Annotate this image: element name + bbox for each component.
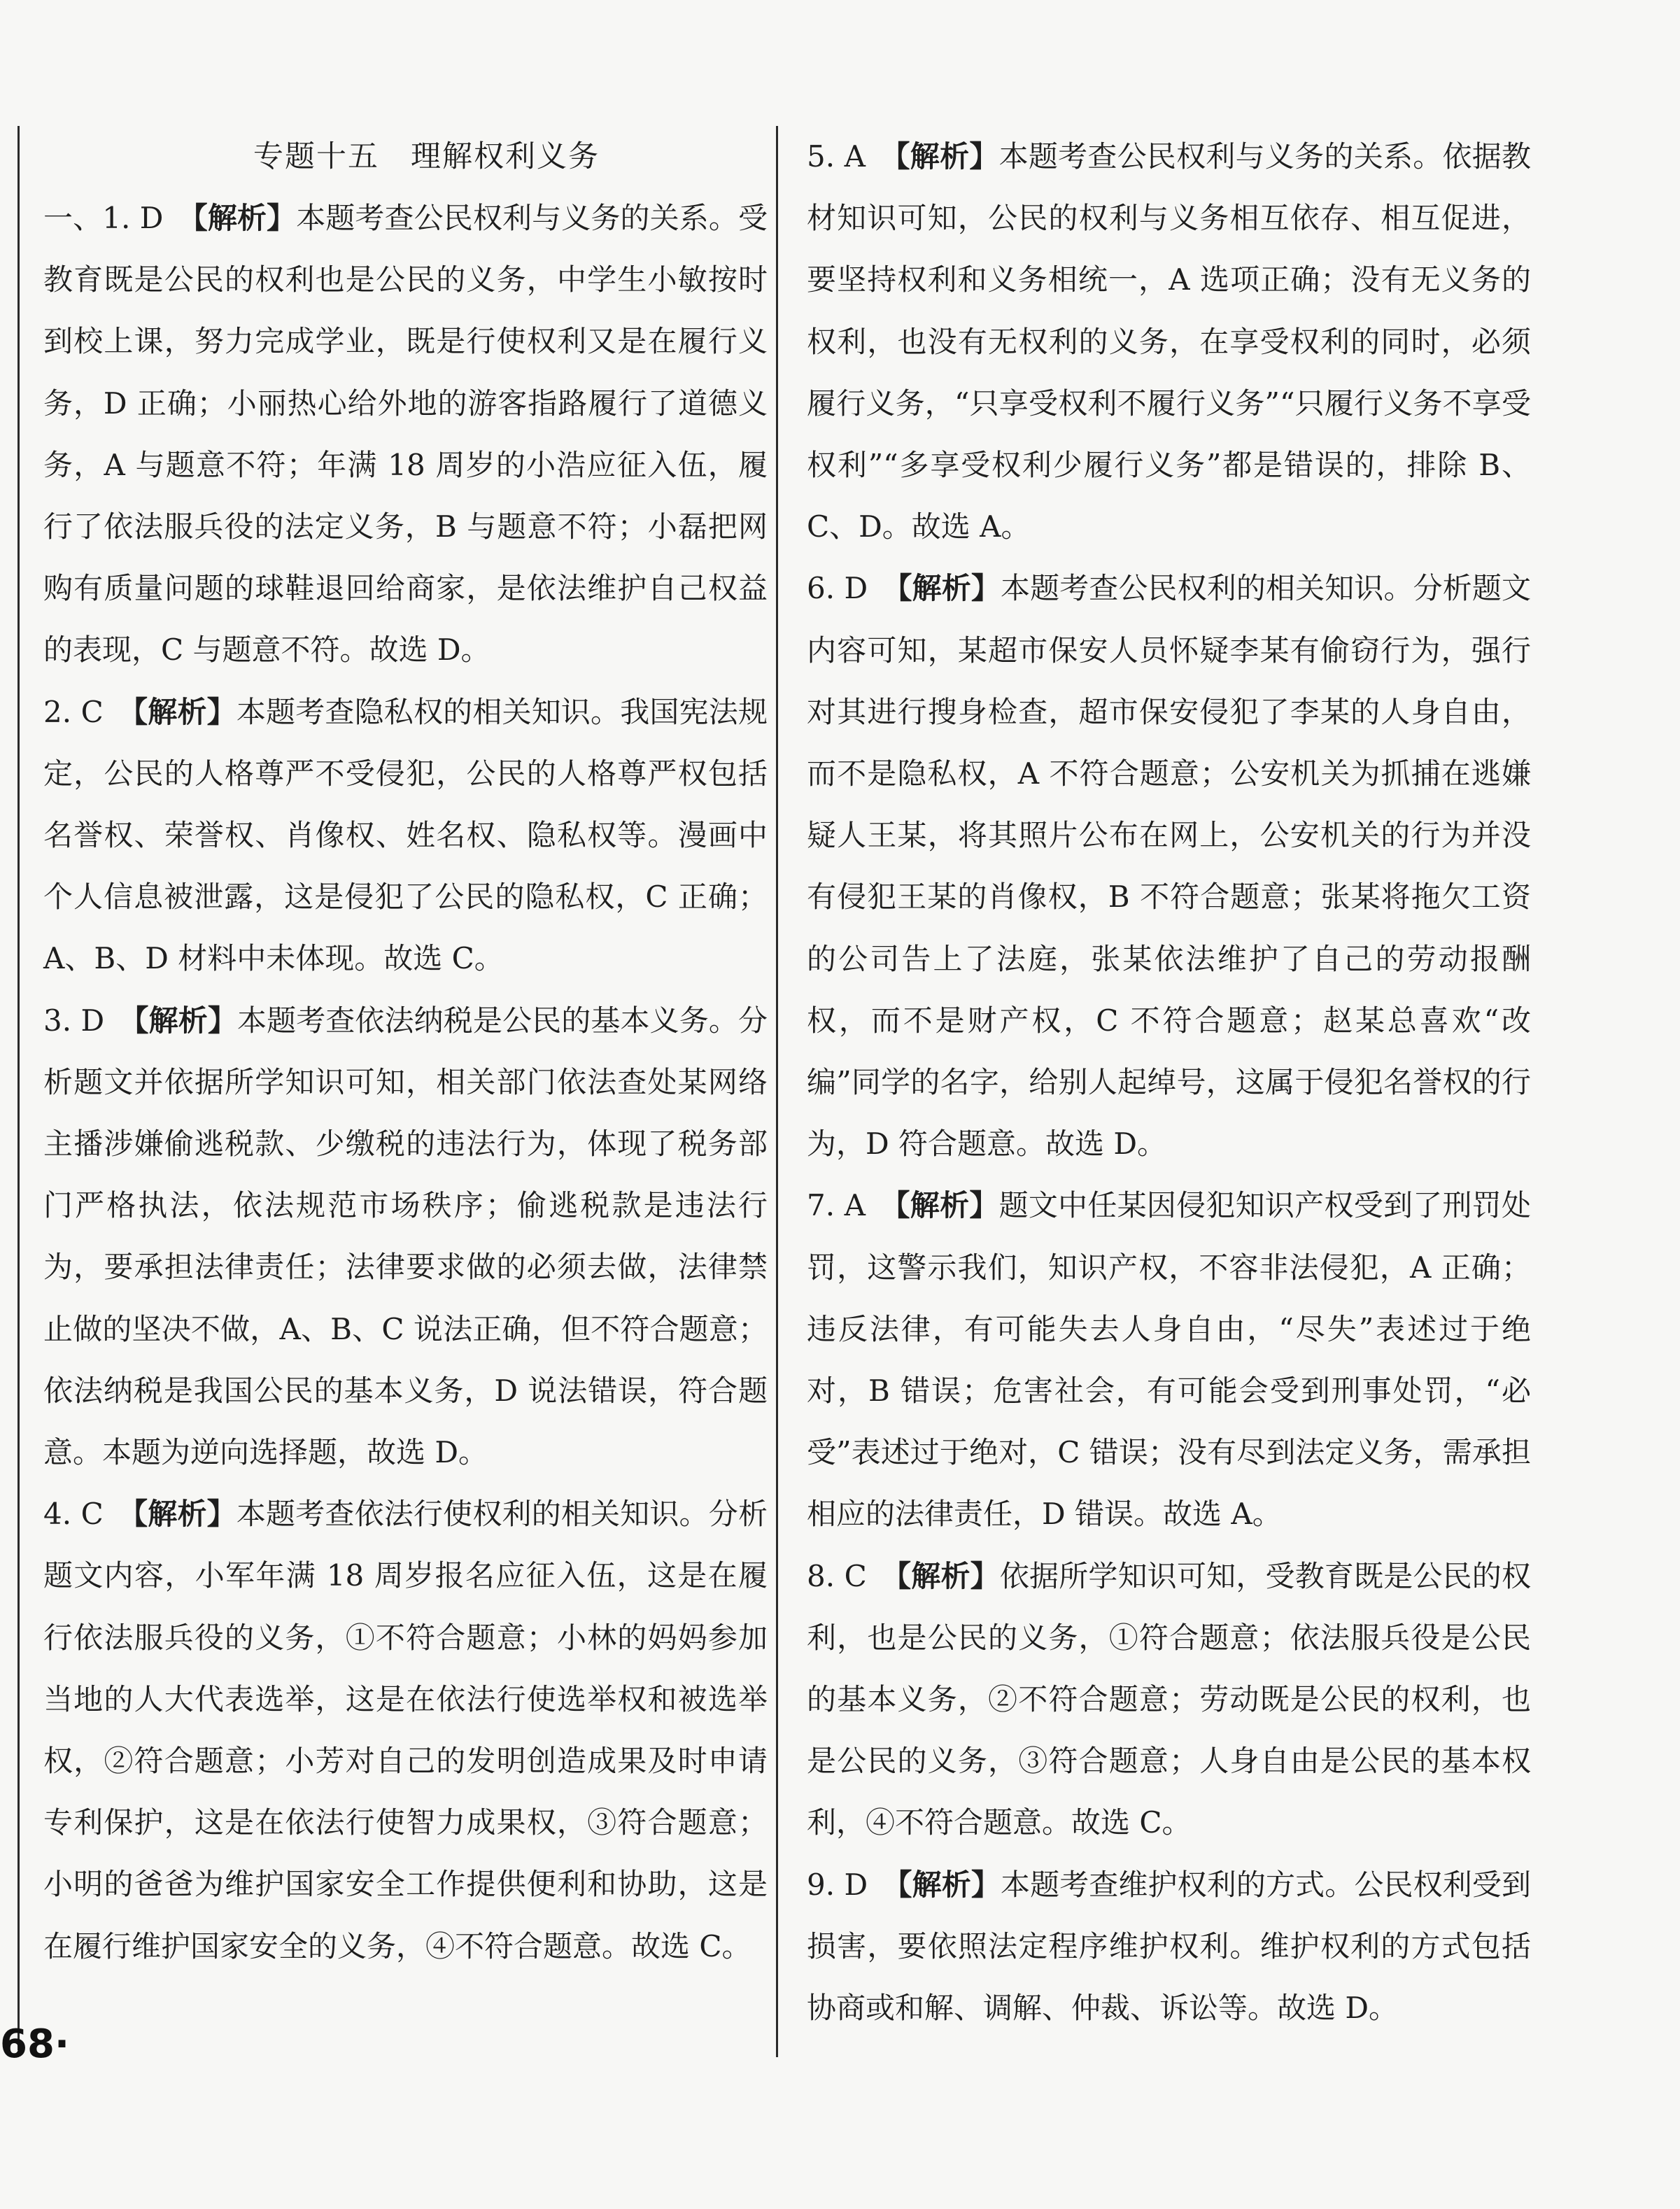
page-number: 68· bbox=[0, 2021, 70, 2067]
answer-text: 本题考查公民权利的相关知识。分析题文内容可知，某超市保安人员怀疑李某有偷窃行为，强行对其进行搜身检查，超市保安侵犯了李某的人身自由，而不是隐私权，A 不符合题意；公安机关为抓捕在逃嫌疑人王某，将其照片公布在网上，公安机关的行为并没有侵犯王某的肖像权，B 不符合题意；张某将拖欠工资的公司告上了法庭，张某依法维护了自己的劳动报酬权，而不是财产权，C 不符合题意；赵某总喜欢“改编”同学的名字，给别人起绰号，这属于侵犯名誉权的行为，D 符合题意。故选 D。 bbox=[807, 571, 1531, 1162]
analysis-tag: 【解析】 bbox=[895, 139, 999, 174]
answer-item-4 bbox=[43, 1483, 768, 1977]
answer-number: 3. D bbox=[43, 1003, 105, 1038]
answer-text: 本题考查公民权利与义务的关系。依据教材知识可知，公民的权利与义务相互依存、相互促进，要坚持权利和义务相统一，A 选项正确；没有无义务的权利，也没有无权利的义务，在享受权利的同时，必须履行义务，“只享受权利不履行义务”“只履行义务不享受权利”“多享受权利少履行义务”都是错误的，排除 B、C、D。故选 A。 bbox=[807, 139, 1531, 544]
answer-text: 依据所学知识可知，受教育既是公民的权利，也是公民的义务，①符合题意；依法服兵役是公民的基本义务，②不符合题意；劳动既是公民的权利，也是公民的义务，③符合题意；人身自由是公民的基本权利，④不符合题意。故选 C。 bbox=[807, 1558, 1531, 1840]
answer-item-2 bbox=[43, 682, 768, 990]
answer-text: 本题考查隐私权的相关知识。我国宪法规定，公民的人格尊严不受侵犯，公民的人格尊严权包括名誉权、荣誉权、肖像权、姓名权、隐私权等。漫画中个人信息被泄露，这是侵犯了公民的隐私权，C 正确；A、B、D 材料中未体现。故选 C。 bbox=[43, 694, 768, 976]
answer-item-1 bbox=[43, 188, 768, 682]
answer-number: 9. D bbox=[807, 1867, 868, 1902]
answer-item-6 bbox=[807, 558, 1531, 1175]
analysis-tag: 【解析】 bbox=[895, 1188, 999, 1223]
analysis-tag: 【解析】 bbox=[896, 1558, 1000, 1593]
answer-number: 5. A bbox=[807, 139, 866, 174]
answer-text: 本题考查公民权利与义务的关系。受教育既是公民的权利也是公民的义务，中学生小敏按时到校上课，努力完成学业，既是行使权利又是在履行义务，D 正确；小丽热心给外地的游客指路履行了道德义务，A 与题意不符；年满 18 周岁的小浩应征入伍，履行了依法服兵役的法定义务，B 与题意不符；小磊把网购有质量问题的球鞋退回给商家，是依法维护自己权益的表现，C 与题意不符。故选 D。 bbox=[43, 201, 768, 668]
answer-item-5 bbox=[807, 126, 1531, 558]
answer-text: 本题考查依法行使权利的相关知识。分析题文内容，小军年满 18 周岁报名应征入伍，这是在履行依法服兵役的义务，①不符合题意；小林的妈妈参加当地的人大代表选举，这是在依法行使选举权和被选举权，②符合题意；小芳对自己的发明创造成果及时申请专利保护，这是在依法行使智力成果权，③符合题意；小明的爸爸为维护国家安全工作提供便利和协助，这是在履行维护国家安全的义务，④不符合题意。故选 C。 bbox=[43, 1497, 768, 1963]
answer-number: 7. A bbox=[807, 1188, 866, 1223]
column-divider bbox=[776, 126, 778, 2057]
left-column bbox=[43, 126, 768, 1977]
answer-number: 6. D bbox=[807, 571, 868, 606]
right-column bbox=[807, 126, 1531, 2039]
answer-item-8 bbox=[807, 1546, 1531, 1854]
analysis-tag: 【解析】 bbox=[897, 571, 1001, 606]
left-margin-rule bbox=[17, 126, 20, 2050]
answer-number: 一、1. D bbox=[43, 201, 164, 235]
analysis-tag: 【解析】 bbox=[133, 694, 237, 729]
analysis-tag: 【解析】 bbox=[897, 1867, 1001, 1902]
analysis-tag: 【解析】 bbox=[133, 1497, 237, 1532]
answer-text: 题文中任某因侵犯知识产权受到了刑罚处罚，这警示我们，知识产权，不容非法侵犯，A 正确；违反法律，有可能失去人身自由，“尽失”表述过于绝对，B 错误；危害社会，有可能会受到刑事处罚，“必受”表述过于绝对，C 错误；没有尽到法定义务，需承担相应的法律责任，D 错误。故选 A。 bbox=[807, 1188, 1531, 1532]
analysis-tag: 【解析】 bbox=[192, 201, 297, 235]
answer-item-7 bbox=[807, 1175, 1531, 1545]
answer-text: 本题考查依法纳税是公民的基本义务。分析题文并依据所学知识可知，相关部门依法查处某网络主播涉嫌偷逃税款、少缴税的违法行为，体现了税务部门严格执法，依法规范市场秩序；偷逃税款是违法行为，要承担法律责任；法律要求做的必须去做，法律禁止做的坚决不做，A、B、C 说法正确，但不符合题意；依法纳税是我国公民的基本义务，D 说法错误，符合题意。本题为逆向选择题，故选 D。 bbox=[43, 1003, 768, 1470]
answer-item-3 bbox=[43, 990, 768, 1484]
analysis-tag: 【解析】 bbox=[134, 1003, 237, 1038]
answer-number: 8. C bbox=[807, 1558, 867, 1593]
answer-number: 4. C bbox=[43, 1497, 104, 1532]
answer-text: 本题考查维护权利的方式。公民权利受到损害，要依照法定程序维护权利。维护权利的方式包括协商或和解、调解、仲裁、诉讼等。故选 D。 bbox=[807, 1867, 1531, 2026]
page-title: 专题十五 理解权利义务 bbox=[253, 139, 600, 174]
answer-number: 2. C bbox=[43, 694, 104, 729]
answer-item-9 bbox=[807, 1854, 1531, 2040]
